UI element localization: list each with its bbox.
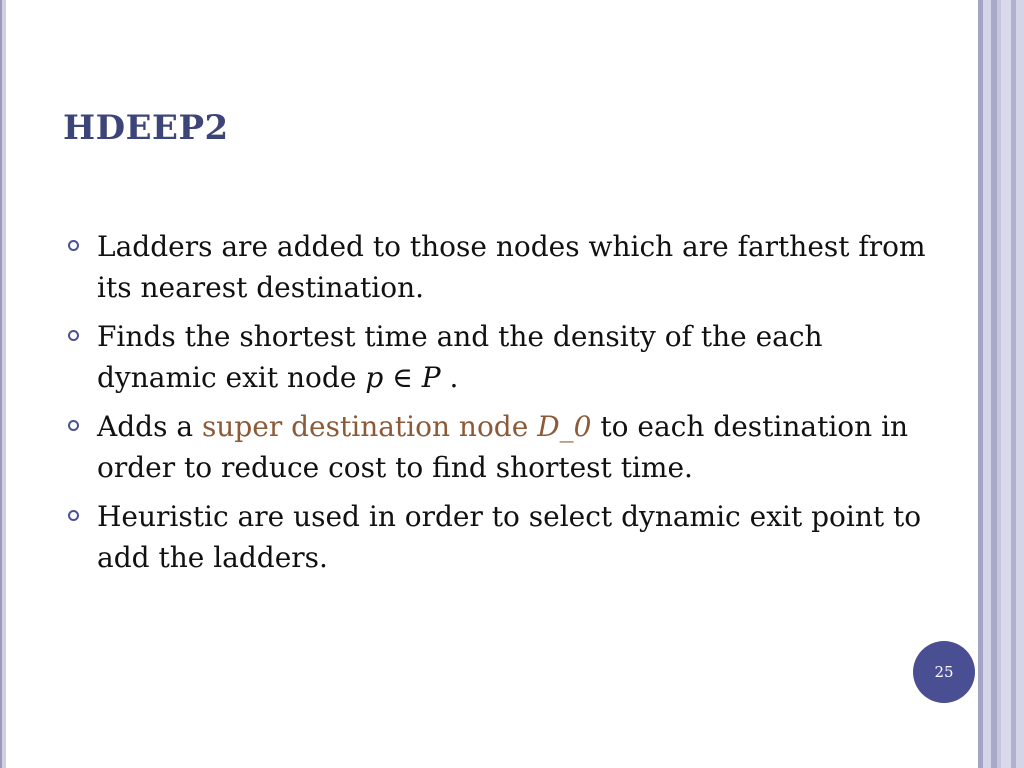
right-decorative-border [976, 0, 1024, 768]
bullet-list [66, 226, 936, 586]
bullet-item-2 [66, 316, 936, 398]
bullet-circle-icon [68, 240, 79, 251]
math-expression: p ∈ P [365, 361, 441, 394]
slide-title: HDEEP2 [63, 108, 229, 148]
bullet-item-3 [66, 406, 936, 488]
bullet-circle-icon [68, 510, 79, 521]
bullet-text: Finds the shortest time and the density of the each dynamic exit node [97, 320, 823, 394]
bullet-circle-icon [68, 420, 79, 431]
bullet-circle-icon [68, 330, 79, 341]
bullet-item-1 [66, 226, 936, 308]
bullet-item-4 [66, 496, 936, 578]
page-number: 25 [934, 663, 954, 681]
highlighted-term: super destination node [201, 410, 529, 443]
bullet-text: Ladders are added to those nodes which are farthest from its nearest destination. [97, 230, 926, 304]
bullet-text-end: . [449, 361, 459, 394]
bullet-text-end: to each destination in order to reduce cost to find shortest time. [97, 410, 909, 484]
highlighted-math: D_0 [537, 410, 592, 443]
page-number-badge [913, 641, 975, 703]
left-decorative-border [0, 0, 8, 768]
bullet-text: Heuristic are used in order to select dynamic exit point to add the ladders. [97, 500, 922, 574]
bullet-text: Adds a [97, 410, 194, 443]
